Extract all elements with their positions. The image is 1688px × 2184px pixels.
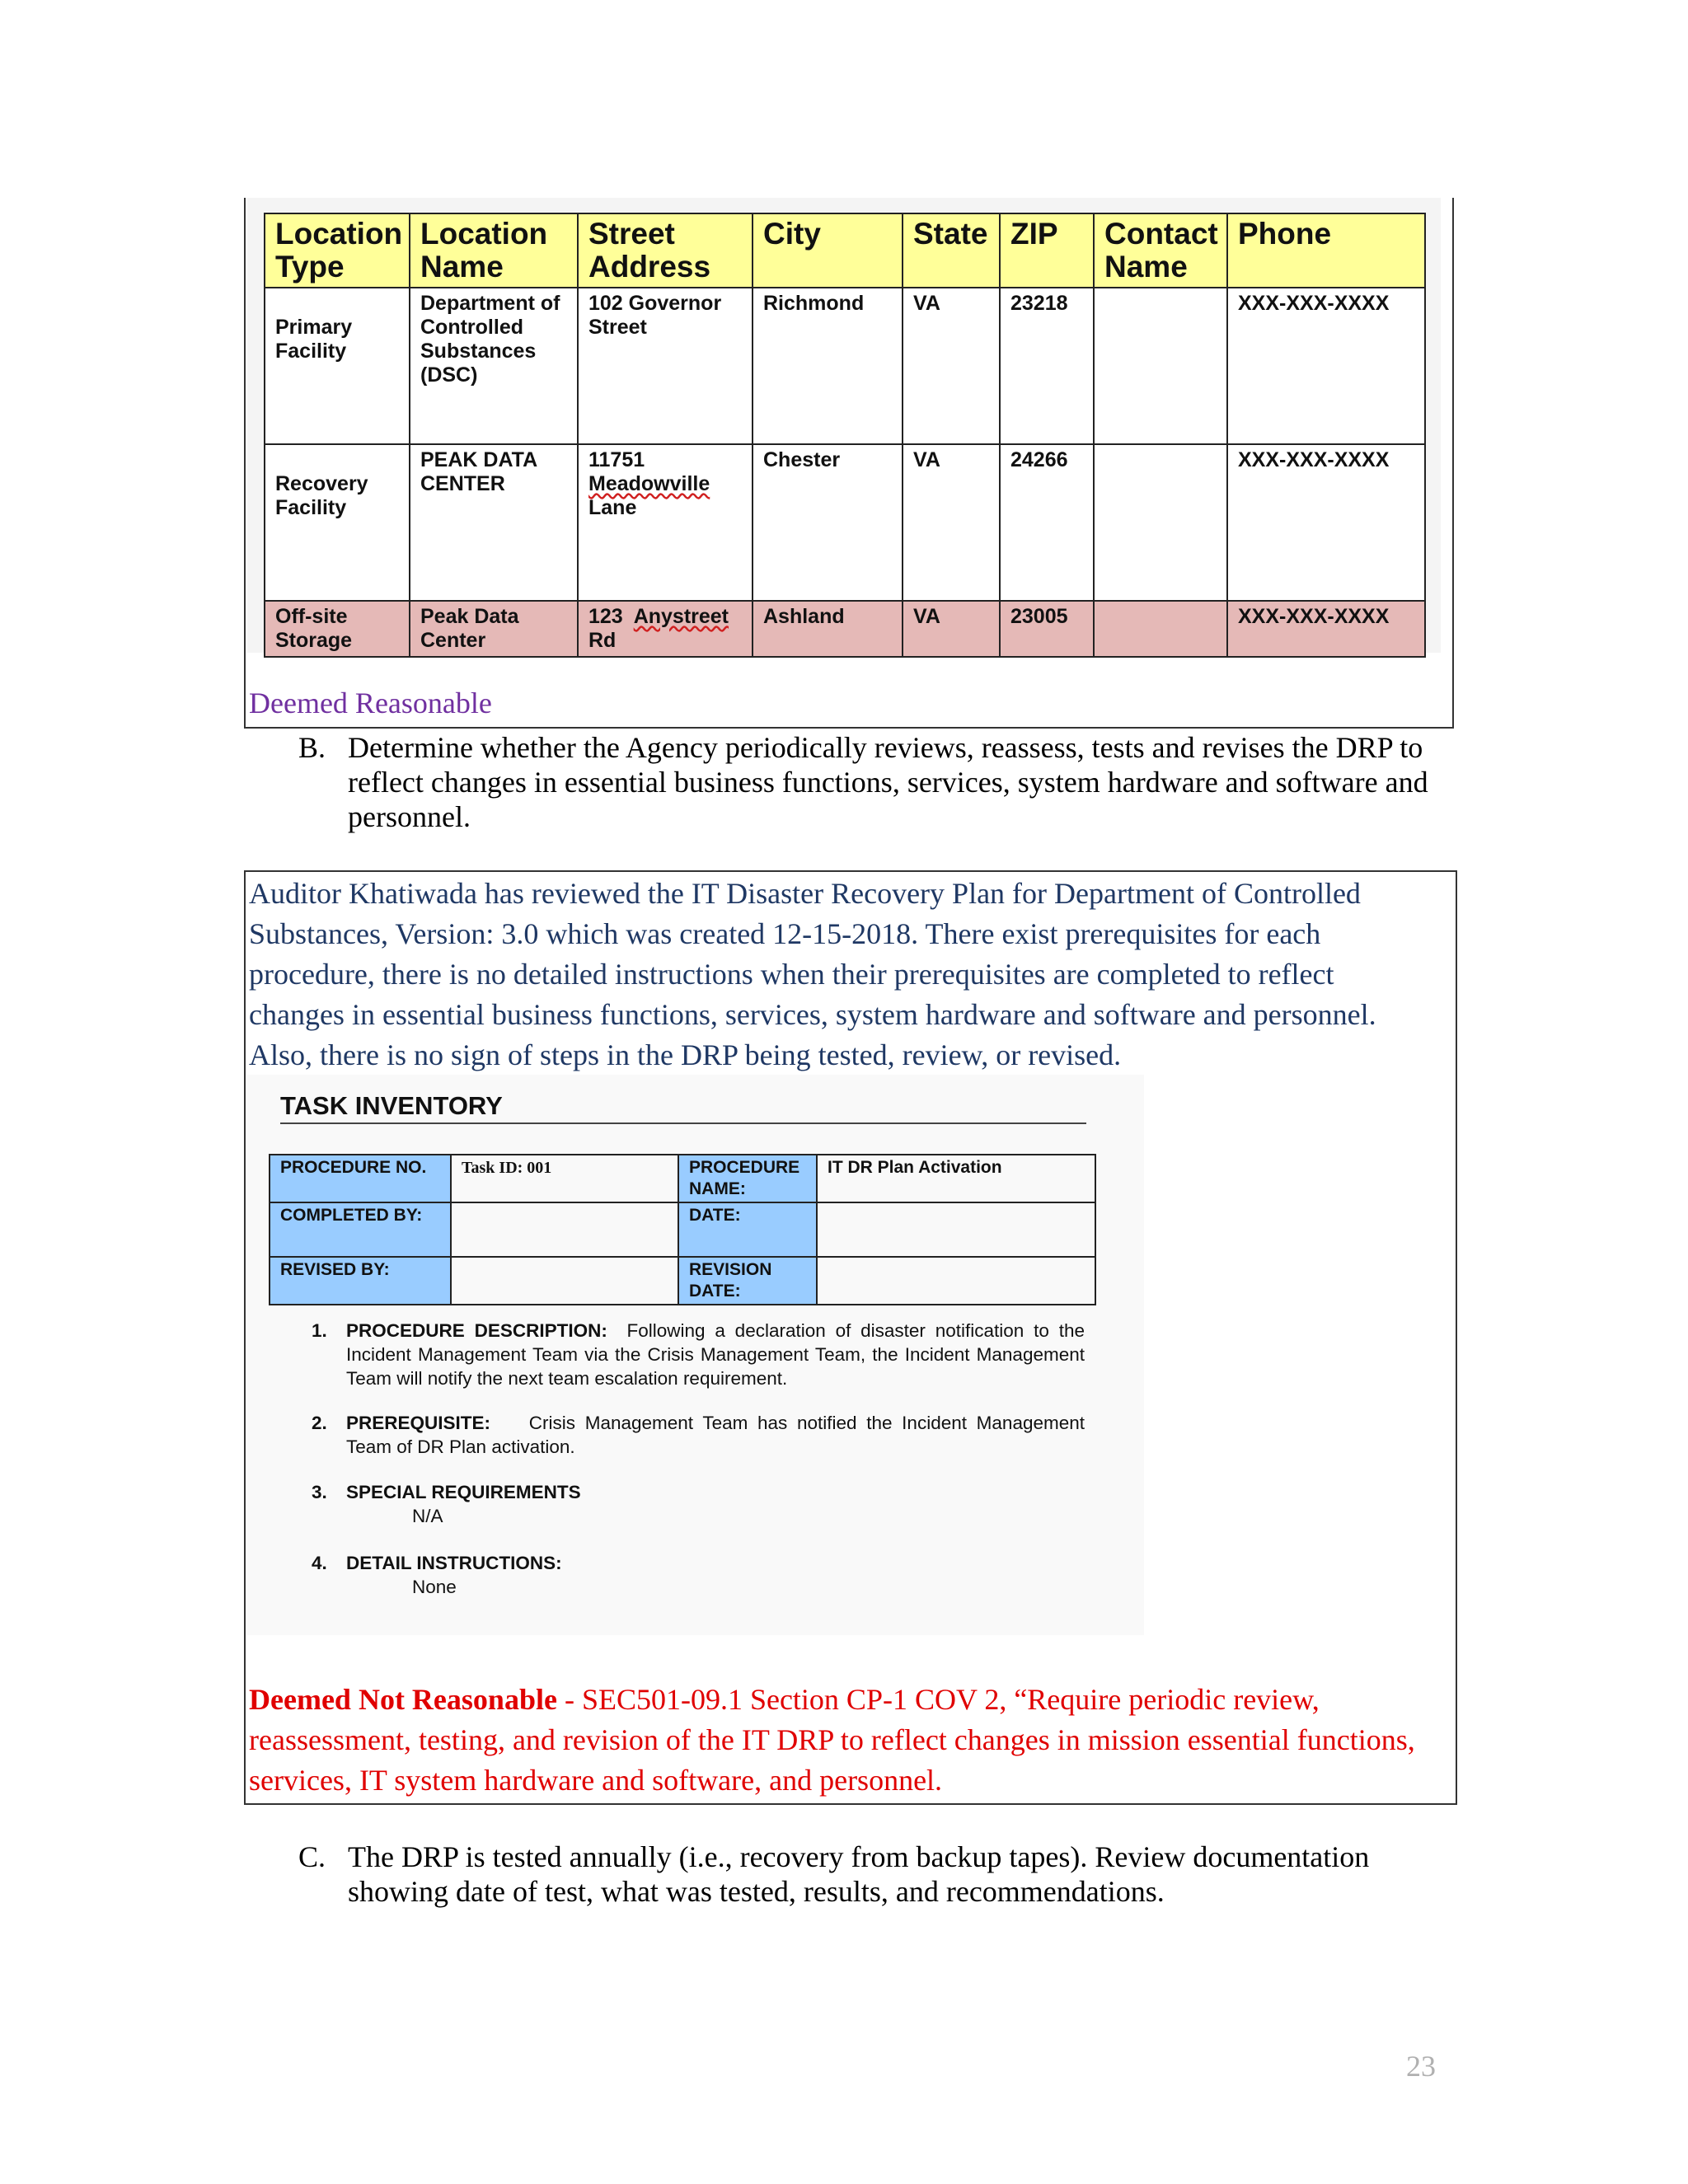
procedure-item — [312, 1480, 1086, 1530]
header-cell: ZIP — [1000, 213, 1094, 288]
header-cell: Phone — [1227, 213, 1425, 288]
procedure-name: IT DR Plan Activation — [817, 1155, 1095, 1202]
table-cell: Chester — [753, 444, 903, 601]
title-underline — [280, 1122, 1086, 1124]
procedure-item — [312, 1411, 1086, 1460]
item-heading: DETAIL INSTRUCTIONS: — [346, 1553, 562, 1573]
item-b-text: Determine whether the Agency periodically reviews, reassess, tests and revises the DRP to reflect changes in essential business functions, services, system hardware and software and personnel. — [348, 731, 1428, 833]
table-row — [270, 1257, 1095, 1305]
item-number: 4. — [312, 1553, 327, 1573]
table-cell: 24266 — [1000, 444, 1094, 601]
item-c-text: The DRP is tested annually (i.e., recovery from backup tapes). Review documentation showing date of test, what was tested, results, and recommendations. — [348, 1840, 1370, 1908]
procedure-item — [312, 1319, 1086, 1393]
verdict-not-reasonable — [249, 1680, 1419, 1801]
table-cell: 23218 — [1000, 288, 1094, 444]
procedure-item — [312, 1551, 1086, 1601]
table-cell: VA — [903, 288, 1000, 444]
auditor-note: Auditor Khatiwada has reviewed the IT Disaster Recovery Plan for Department of Controlled Substances, Version: 3.0 which was created 12-15-2018. There exist prerequisites for each procedure, there is no detailed instructions when their prerequisites are completed to reflect changes in essential business functions, services, system hardware and software and personnel. Also, there is no sign of steps in the DRP being tested, review, or revised. — [249, 877, 1376, 1071]
item-body — [346, 1411, 1085, 1459]
street-suffix: Lane — [588, 496, 637, 519]
table-row — [265, 288, 1425, 444]
table-cell — [1094, 444, 1227, 601]
table-cell — [578, 601, 753, 657]
item-text: None — [412, 1577, 457, 1597]
table-cell: XXX-XXX-XXXX — [1227, 601, 1425, 657]
street-number: 123 — [588, 605, 623, 628]
item-c-letter: C. — [298, 1840, 326, 1873]
revision-date-label: REVISION DATE: — [678, 1257, 817, 1305]
table-row — [265, 444, 1425, 601]
item-heading: SPECIAL REQUIREMENTS — [346, 1482, 581, 1502]
item-body — [346, 1551, 1085, 1599]
item-body — [346, 1319, 1085, 1390]
street-suffix: Rd — [588, 629, 617, 652]
header-cell: Contact Name — [1094, 213, 1227, 288]
item-number: 3. — [312, 1482, 327, 1502]
item-number: 2. — [312, 1413, 327, 1433]
completed-by-label: COMPLETED BY: — [270, 1202, 451, 1257]
item-body — [346, 1480, 1085, 1528]
location-type: Recovery Facility — [275, 472, 368, 519]
location-type: Primary Facility — [275, 316, 353, 363]
location-table — [264, 213, 1426, 658]
location-table-header — [265, 213, 1425, 288]
table-cell: Peak Data Center — [410, 601, 578, 657]
header-cell: Location Type — [265, 213, 410, 288]
item-text: Crisis Management Team has notified the Incident Management Team of DR Plan activation. — [346, 1413, 1085, 1457]
revision-date-value — [817, 1257, 1095, 1305]
table-row — [270, 1155, 1095, 1202]
revised-by-value — [451, 1257, 678, 1305]
street-name-misspelled: Anystreet — [633, 605, 729, 628]
table-cell: Off-site Storage — [265, 601, 410, 657]
header-cell: Street Address — [578, 213, 753, 288]
revised-by-label: REVISED BY: — [270, 1257, 451, 1305]
item-text: N/A — [412, 1506, 443, 1526]
task-inventory-title: TASK INVENTORY — [280, 1091, 503, 1120]
date-label: DATE: — [678, 1202, 817, 1257]
item-heading: PREREQUISITE: — [346, 1413, 491, 1433]
table-cell: VA — [903, 444, 1000, 601]
page-number: 23 — [1406, 2050, 1436, 2083]
table-row — [270, 1202, 1095, 1257]
table-cell: Ashland — [753, 601, 903, 657]
header-cell: State — [903, 213, 1000, 288]
completed-by-value — [451, 1202, 678, 1257]
verdict-label: Deemed Not Reasonable — [249, 1683, 557, 1716]
item-b-letter: B. — [298, 731, 326, 764]
table-cell — [265, 288, 410, 444]
verdict-text: - SEC501-09.1 Section CP-1 COV 2, “Require periodic review, reassessment, testing, and revision of the IT DRP to reflect changes in mission essential functions, services, IT system hardware and software, and personnel. — [249, 1683, 1415, 1797]
header-cell: Location Name — [410, 213, 578, 288]
table-cell: XXX-XXX-XXXX — [1227, 444, 1425, 601]
item-number: 1. — [312, 1320, 327, 1341]
table-cell — [1094, 601, 1227, 657]
table-cell: PEAK DATA CENTER — [410, 444, 578, 601]
table-cell — [578, 444, 753, 601]
verdict-reasonable: Deemed Reasonable — [249, 687, 492, 719]
header-cell: City — [753, 213, 903, 288]
table-cell — [1094, 288, 1227, 444]
task-id: Task ID: 001 — [451, 1155, 678, 1202]
date-value — [817, 1202, 1095, 1257]
procedure-name-label: PROCEDURE NAME: — [678, 1155, 817, 1202]
table-cell: VA — [903, 601, 1000, 657]
item-text: Following a declaration of disaster notification to the Incident Management Team via the Crisis Management Team, the Incident Management Team will notify the next team escalation requirement. — [346, 1320, 1085, 1389]
table-cell: XXX-XXX-XXXX — [1227, 288, 1425, 444]
street-number: 11751 — [588, 448, 645, 471]
table-cell: 102 Governor Street — [578, 288, 753, 444]
table-row — [265, 601, 1425, 657]
table-cell: Richmond — [753, 288, 903, 444]
table-cell: Department of Controlled Substances (DSC) — [410, 288, 578, 444]
task-inventory-table — [269, 1154, 1096, 1305]
table-cell — [265, 444, 410, 601]
procedure-no-label: PROCEDURE NO. — [270, 1155, 451, 1202]
street-name-misspelled: Meadowville — [588, 472, 710, 495]
table-cell: 23005 — [1000, 601, 1094, 657]
item-heading: PROCEDURE DESCRIPTION: — [346, 1320, 607, 1341]
